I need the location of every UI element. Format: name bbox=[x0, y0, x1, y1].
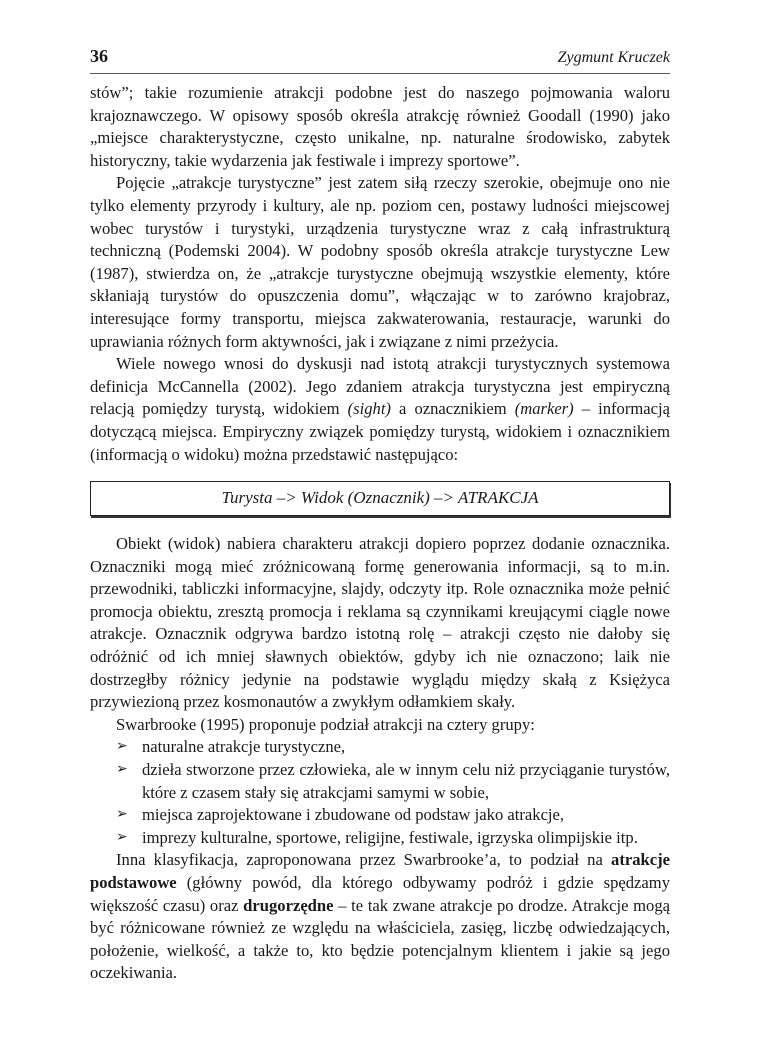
body-text bbox=[90, 82, 670, 985]
paragraph-5: Swarbrooke (1995) proponuje podział atrakcji na cztery grupy: bbox=[116, 714, 535, 734]
paragraph-6-text-c: – te tak zwane atrakcje po drodze. Atrakcje mogą być różnicowane również ze względu na właściciela, zasięg, liczbę odwiedzających, położenie, wielkość, a także to, kto będzie potencjalnym klientem i jakie są jego oczekiwania. bbox=[90, 895, 670, 983]
list-item bbox=[116, 736, 670, 759]
formula-text: Turysta –> Widok (Oznacznik) –> ATRAKCJA bbox=[221, 488, 539, 508]
paragraph-6-text-b: (główny powód, dla którego odbywamy podróż i gdzie spędzamy większość czasu) oraz bbox=[90, 873, 670, 915]
list-item-text: imprezy kulturalne, sportowe, religijne, festiwale, igrzyska olimpijskie itp. bbox=[142, 827, 638, 847]
term-sight: (sight) bbox=[347, 399, 391, 419]
term-marker: (marker) bbox=[514, 399, 574, 419]
paragraph-3 bbox=[90, 353, 670, 466]
paragraph-2: Pojęcie „atrakcje turystyczne” jest zatem siłą rzeczy szerokie, obejmuje ono nie tylko elementy przyrody i kultury, ale np. poziom cen, postawy ludności miejscowej wobec turystów i turystyki, urządzenia turystyczne wraz z całą infrastrukturą techniczną (Podemski 2004). W podobny sposób określa atrakcje turystyczne Lew (1987), stwierdza on, że „atrakcje turystyczne obejmują wszystkie elementy, które skłaniają turystów do opuszczenia domu”, włączając w to zarówno krajobraz, interesujące formy transportu, miejsca zakwaterowania, restauracje, warunki do uprawiania różnych form aktywności, jak i związane z nimi przeżycia. bbox=[90, 173, 670, 351]
paragraph-3-text-b: a oznacznikiem bbox=[390, 399, 515, 419]
list-item-text: dzieła stworzone przez człowieka, ale w innym celu niż przyciąganie turystów, które z czasem stały się atrakcjami samymi w sobie, bbox=[142, 760, 670, 802]
paragraph-6-text-a: Inna klasyfikacja, zaproponowana przez Swarbrooke’a, to podział na bbox=[116, 850, 612, 870]
paragraph-6 bbox=[90, 849, 670, 985]
list-item bbox=[116, 827, 670, 850]
paragraph-4: Obiekt (widok) nabiera charakteru atrakcji dopiero poprzez dodanie oznacznika. Oznaczniki mogą mieć zróżnicowaną formę generowania informacji, są to m.in. przewodniki, tabliczki informacyjne, slajdy, odczyty itp. Role oznacznika może pełnić promocja obiektu, zresztą promocja i reklama są czynnikami kreującymi ciągle nowe atrakcje. Oznacznik odgrywa bardzo istotną rolę – atrakcji często nie dałoby się odróżnić od ich mniej sławnych obiektów, gdyby ich nie oznaczono; laik nie dostrzegłby różnicy jedynie na podstawie wyglądu między skałą z Księżyca przywiezioną przez kosmonautów a zwykłym odłamkiem skały. bbox=[90, 534, 670, 712]
book-page bbox=[90, 46, 670, 985]
arrow-bullet-icon: ➢ bbox=[116, 829, 128, 845]
term-secondary-attractions: drugorzędne bbox=[243, 895, 334, 915]
list-item-text: miejsca zaprojektowane i zbudowane od podstaw jako atrakcje, bbox=[142, 805, 565, 825]
arrow-bullet-icon: ➢ bbox=[116, 762, 128, 778]
running-header bbox=[90, 46, 670, 74]
paragraph-3-text-c: – informacją dotyczącą miejsca. Empiryczny związek pomiędzy turystą, widokiem i oznacznikiem (informacją o widoku) można przedstawić następująco: bbox=[90, 399, 670, 464]
formula-box bbox=[90, 481, 670, 516]
page-number: 36 bbox=[90, 46, 108, 66]
list-item bbox=[116, 804, 670, 827]
running-head-author: Zygmunt Kruczek bbox=[557, 49, 670, 66]
list-item-text: naturalne atrakcje turystyczne, bbox=[142, 737, 346, 757]
arrow-bullet-icon: ➢ bbox=[116, 739, 128, 755]
list-item bbox=[116, 759, 670, 804]
arrow-bullet-icon: ➢ bbox=[116, 807, 128, 823]
paragraph-3-text-a: Wiele nowego wnosi do dyskusji nad istotą atrakcji turystycznych systemowa definicja McCannella (2002). Jego zdaniem atrakcja turystyczna jest empiryczną relacją pomiędzy turystą, widokiem bbox=[90, 354, 670, 419]
attraction-groups-list bbox=[90, 736, 670, 849]
paragraph-1: stów”; takie rozumienie atrakcji podobne jest do naszego pojmowania waloru krajoznawczego. W opisowy sposób określa atrakcję również Goodall (1990) jako „miejsce charakterystyczne, często unikalne, np. naturalne środowisko, zabytek historyczny, takie wydarzenia jak festiwale i imprezy sportowe”. bbox=[90, 83, 670, 170]
term-primary-attractions: atrakcje podstawowe bbox=[90, 850, 670, 892]
